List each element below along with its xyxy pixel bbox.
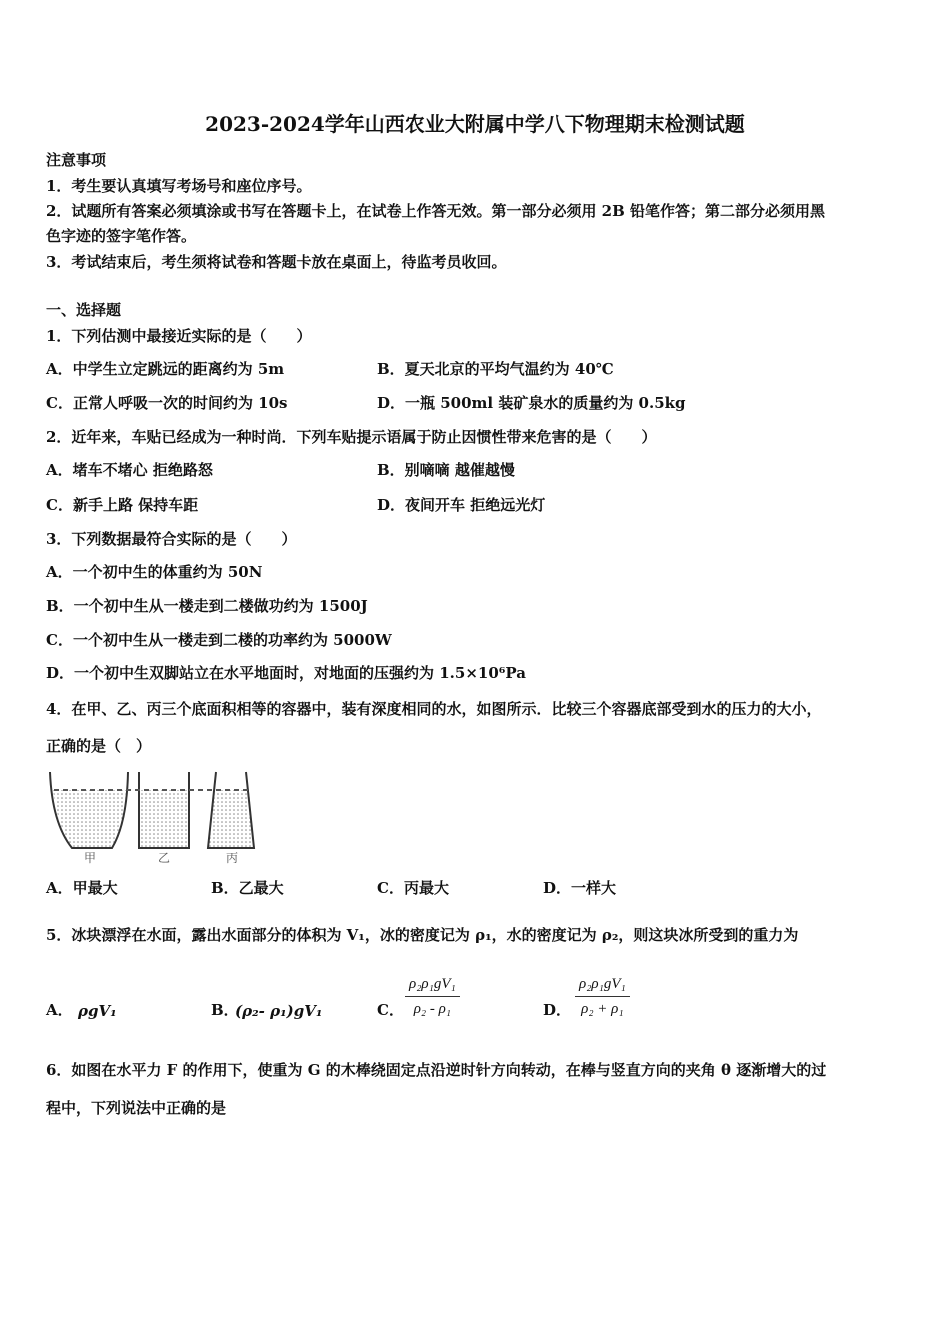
question-stem: 6．如图在水平力 F 的作用下，使重为 G 的木棒绕固定点沿逆时针方向转动，在棒与竖直方向的夹角 θ 逐渐增大的过 <box>46 1061 827 1079</box>
option-formula: (ρ₂- ρ₁)gV₁ <box>235 1002 323 1020</box>
option: C．丙最大 <box>377 879 449 897</box>
notice-item: 2．试题所有答案必须填涂或书写在答题卡上，在试卷上作答无效。第一部分必须用 2B 铅笔作答；第二部分必须用黑 <box>46 202 826 220</box>
notice-item: 1．考生要认真填写考场号和座位序号。 <box>46 177 312 195</box>
question-stem: 2．近年来，车贴已经成为一种时尚．下列车贴提示语属于防止因惯性带来危害的是（ ） <box>46 428 657 446</box>
option: D．一样大 <box>543 879 617 897</box>
denominator: ρ₂ - ρ₁ <box>413 1001 452 1017</box>
option-label: B． <box>211 1001 239 1019</box>
notice-item: 色字迹的签字笔作答。 <box>46 227 197 245</box>
option: A．一个初中生的体重约为 50N <box>46 563 263 581</box>
figure-label: 乙 <box>158 851 171 865</box>
container-bing <box>208 790 254 848</box>
option: C．正常人呼吸一次的时间约为 10s <box>46 394 288 412</box>
option: A．甲最大 <box>46 879 118 897</box>
notice-heading: 注意事项 <box>46 151 107 169</box>
page-title: 2023-2024学年山西农业大附属中学八下物理期末检测试题 <box>205 112 745 136</box>
fraction-formula <box>575 976 630 1018</box>
option: B．乙最大 <box>211 879 284 897</box>
question-stem: 5．冰块漂浮在水面，露出水面部分的体积为 V₁，冰的密度记为 ρ₁，水的密度记为 ρ₂，则这块冰所受到的重力为 <box>46 926 799 944</box>
question-stem: 3．下列数据最符合实际的是（ ） <box>46 530 297 548</box>
question-stem: 4．在甲、乙、丙三个底面积相等的容器中，装有深度相同的水，如图所示．比较三个容器底部受到水的压力的大小， <box>46 700 822 718</box>
option: C．一个初中生从一楼走到二楼的功率约为 5000W <box>46 631 392 649</box>
numerator: ρ₂ρ₁gV₁ <box>575 976 630 997</box>
option: B．一个初中生从一楼走到二楼做功约为 1500J <box>46 597 368 615</box>
container-jia <box>53 790 126 848</box>
option: D．一瓶 500ml 装矿泉水的质量约为 0.5kg <box>377 394 686 412</box>
denominator: ρ₂ + ρ₁ <box>581 1001 624 1017</box>
option: B．别嘀嘀 越催越慢 <box>377 461 515 479</box>
container-yi <box>139 790 189 848</box>
question-stem: 正确的是（ ） <box>46 737 152 755</box>
question-stem: 程中，下列说法中正确的是 <box>46 1099 227 1117</box>
fraction-formula <box>405 976 460 1018</box>
option: D．夜间开车 拒绝远光灯 <box>377 496 546 514</box>
option: B．夏天北京的平均气温约为 40℃ <box>377 360 614 378</box>
option: A．中学生立定跳远的距离约为 5m <box>46 360 285 378</box>
figure-label: 丙 <box>226 851 239 865</box>
section-heading: 一、选择题 <box>46 301 122 319</box>
option: A．堵车不堵心 拒绝路怒 <box>46 461 213 479</box>
numerator: ρ₂ρ₁gV₁ <box>405 976 460 997</box>
notice-item: 3．考试结束后，考生须将试卷和答题卡放在桌面上，待监考员收回。 <box>46 253 507 271</box>
option-formula: ρgV₁ <box>78 1002 117 1020</box>
question-stem: 1．下列估测中最接近实际的是（ ） <box>46 327 312 345</box>
option: D．一个初中生双脚站立在水平地面时，对地面的压强约为 1.5×10⁶Pa <box>46 664 526 682</box>
option-label: A． <box>46 1001 73 1019</box>
option-label: D． <box>543 1001 572 1019</box>
containers-figure <box>44 768 264 868</box>
figure-label: 甲 <box>84 851 97 865</box>
option-label: C． <box>377 1001 404 1019</box>
option: C．新手上路 保持车距 <box>46 496 199 514</box>
